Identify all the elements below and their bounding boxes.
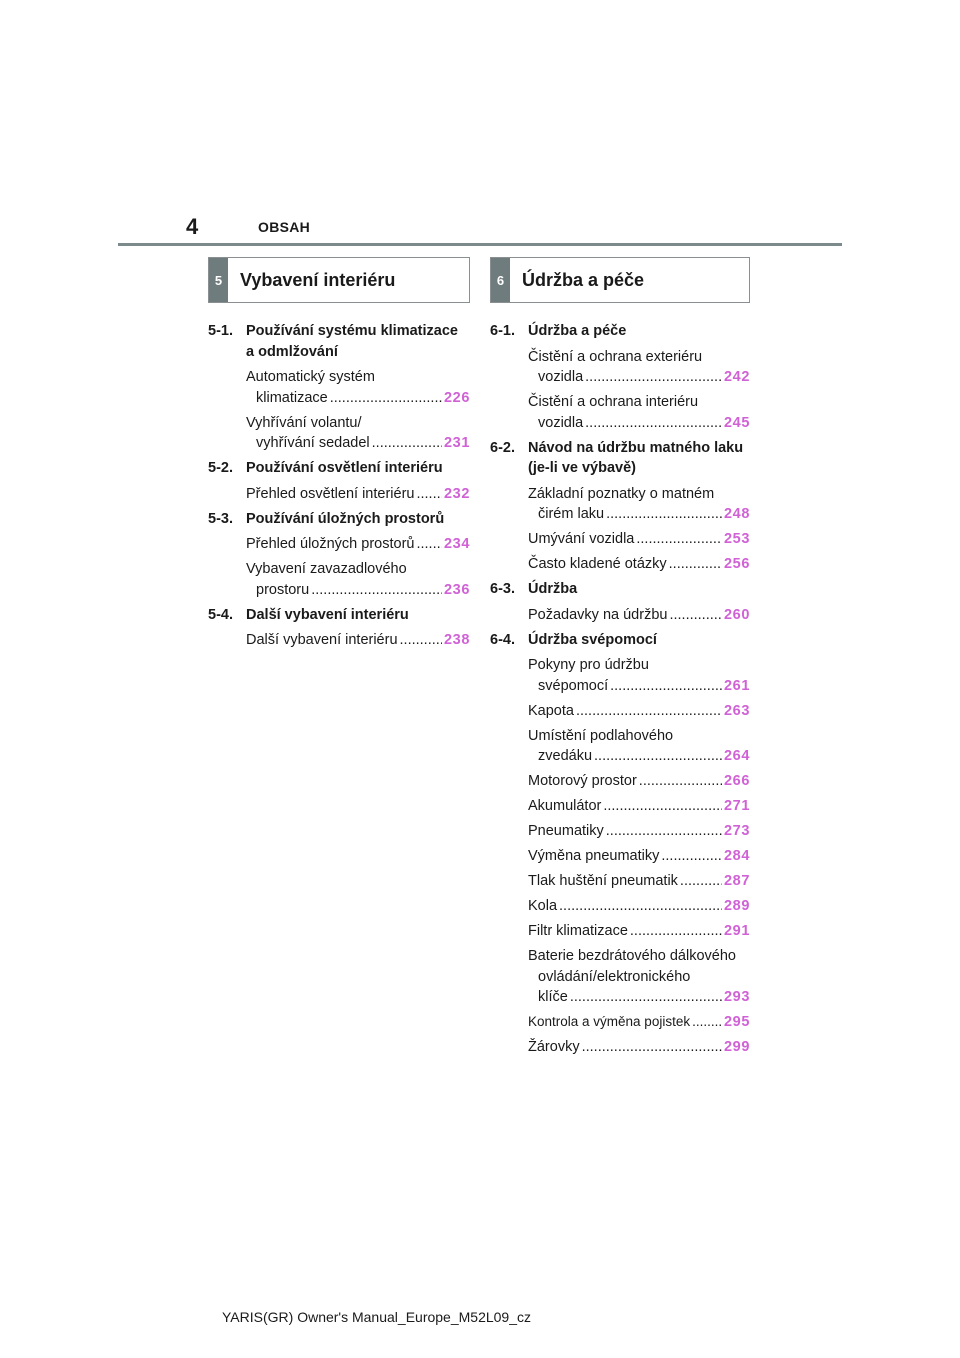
dot-leader bbox=[606, 821, 722, 842]
page-number-link[interactable]: 236 bbox=[444, 581, 470, 598]
entry-line-with-page bbox=[246, 630, 470, 651]
subsection-number: 5-2. bbox=[208, 460, 233, 476]
toc-entry[interactable] bbox=[528, 726, 750, 767]
entry-text-line: vyhřívání sedadel bbox=[256, 435, 370, 451]
dot-leader bbox=[311, 580, 442, 601]
dot-leader bbox=[330, 388, 442, 409]
subsection-heading[interactable] bbox=[490, 630, 750, 651]
entry-text-line: vozidla bbox=[538, 369, 584, 385]
dot-leader bbox=[585, 367, 722, 388]
dot-leader bbox=[576, 701, 722, 722]
entry-line-with-page bbox=[528, 921, 750, 942]
page-number-link[interactable]: 232 bbox=[444, 485, 470, 502]
toc-entry[interactable] bbox=[246, 534, 470, 555]
entry-text-line: Umývání vozidla bbox=[528, 531, 635, 547]
entry-text-line: zvedáku bbox=[538, 748, 593, 764]
subsection-heading[interactable] bbox=[490, 579, 750, 600]
subsection-number: 5-1. bbox=[208, 323, 233, 339]
entry-text-line: klimatizace bbox=[256, 389, 328, 406]
entry-text-line: Další vybavení interiéru bbox=[246, 632, 398, 648]
subsection-heading[interactable] bbox=[208, 458, 470, 479]
page-number-link[interactable]: 287 bbox=[724, 873, 750, 889]
toc-entry[interactable] bbox=[528, 605, 750, 626]
entry-line-with-page bbox=[246, 580, 470, 601]
entry-line-with-page bbox=[528, 701, 750, 722]
toc-entry[interactable] bbox=[528, 846, 750, 867]
chapter-title: Vybavení interiéru bbox=[240, 269, 396, 290]
toc-entry[interactable] bbox=[528, 946, 750, 1008]
entry-line-with-page bbox=[528, 413, 750, 434]
dot-leader bbox=[416, 534, 442, 555]
subsection-number: 5-4. bbox=[208, 606, 233, 623]
subsection-title: Používání úložných prostorů bbox=[246, 510, 445, 527]
toc-entry[interactable] bbox=[528, 529, 750, 550]
entry-text-line: Kontrola a výměna pojistek bbox=[528, 1014, 691, 1029]
entry-line-with-page bbox=[528, 771, 750, 792]
entry-text-line: Požadavky na údržbu bbox=[528, 606, 668, 623]
page-number-link[interactable]: 231 bbox=[444, 435, 470, 451]
toc-entry[interactable] bbox=[528, 771, 750, 792]
entry-line-with-page bbox=[528, 367, 750, 388]
dot-leader bbox=[570, 987, 722, 1008]
page-number-link[interactable]: 273 bbox=[724, 823, 750, 839]
chapter-6-header[interactable] bbox=[490, 257, 750, 303]
toc-entry[interactable] bbox=[246, 559, 470, 600]
entry-line-with-page bbox=[246, 534, 470, 555]
entry-text-line: Vybavení zavazadlového bbox=[246, 561, 407, 577]
entry-text-line: Základní poznatky o matném bbox=[528, 485, 715, 502]
chapter-5-column bbox=[208, 257, 470, 655]
entry-line-with-page bbox=[528, 676, 750, 697]
entry-text-line: Baterie bezdrátového dálkového bbox=[528, 948, 736, 964]
entry-text-line: Motorový prostor bbox=[528, 773, 637, 789]
page-number-link[interactable]: 242 bbox=[724, 369, 750, 385]
entry-line-with-page bbox=[528, 896, 750, 917]
dot-leader bbox=[669, 605, 722, 626]
toc-entry[interactable] bbox=[528, 896, 750, 917]
entry-line-with-page bbox=[528, 504, 750, 525]
entry-line-with-page bbox=[528, 821, 750, 842]
dot-leader bbox=[692, 1012, 722, 1033]
entry-line-with-page bbox=[528, 796, 750, 817]
subsection-number: 6-1. bbox=[490, 323, 515, 339]
entry-line-with-page bbox=[528, 554, 750, 575]
toc-entry[interactable] bbox=[528, 392, 750, 433]
toc-entry[interactable] bbox=[528, 821, 750, 842]
dot-leader bbox=[585, 413, 722, 434]
entry-text-line: Pokyny pro údržbu bbox=[528, 657, 649, 673]
subsection-title: Údržba svépomocí bbox=[528, 631, 657, 648]
subsection-number: 6-4. bbox=[490, 631, 515, 648]
toc-entry[interactable] bbox=[528, 921, 750, 942]
entry-text-line: Výměna pneumatiky bbox=[528, 848, 660, 864]
entry-text-line: Automatický systém bbox=[246, 369, 375, 385]
entry-text-line: Pneumatiky bbox=[528, 823, 604, 839]
section-title: OBSAH bbox=[258, 219, 311, 235]
subsection-heading[interactable] bbox=[490, 321, 750, 342]
dot-leader bbox=[559, 896, 722, 917]
entry-text-line: Přehled úložných prostorů bbox=[246, 536, 415, 552]
toc-entry[interactable] bbox=[246, 413, 470, 454]
page-number-link[interactable]: 299 bbox=[724, 1039, 750, 1055]
entry-line-with-page bbox=[528, 987, 750, 1008]
dot-leader bbox=[680, 871, 722, 892]
page-number-link[interactable]: 245 bbox=[724, 414, 750, 431]
page-number-link[interactable]: 253 bbox=[724, 531, 750, 547]
entry-text-line: Vyhřívání volantu/ bbox=[246, 414, 362, 431]
page-number-link[interactable]: 261 bbox=[724, 677, 750, 694]
toc-entry[interactable] bbox=[246, 367, 470, 408]
entry-text-line: ovládání/elektronického bbox=[538, 968, 691, 985]
subsection-number: 5-3. bbox=[208, 510, 233, 527]
toc-entry[interactable] bbox=[528, 1037, 750, 1058]
dot-leader bbox=[606, 504, 722, 525]
entry-text-line: Tlak huštění pneumatik bbox=[528, 873, 678, 889]
dot-leader bbox=[610, 676, 722, 697]
toc-entry[interactable] bbox=[528, 796, 750, 817]
toc-entry[interactable] bbox=[528, 655, 750, 696]
page-number-link[interactable]: 271 bbox=[724, 798, 750, 814]
toc-entry[interactable] bbox=[246, 484, 470, 505]
entry-text-line: klíče bbox=[538, 989, 568, 1005]
dot-leader bbox=[669, 554, 722, 575]
page-number-link[interactable]: 284 bbox=[724, 848, 750, 864]
subsection-heading[interactable] bbox=[208, 321, 470, 362]
entry-text-line: Kapota bbox=[528, 702, 574, 719]
entry-text-line: Žárovky bbox=[528, 1039, 580, 1055]
dot-leader bbox=[630, 921, 722, 942]
dot-leader bbox=[639, 771, 722, 792]
toc-entry[interactable] bbox=[528, 554, 750, 575]
dot-leader bbox=[661, 846, 722, 867]
subsection-title: Údržba bbox=[528, 581, 578, 597]
entry-text-line: Umístění podlahového bbox=[528, 727, 674, 744]
toc-list bbox=[490, 321, 750, 1058]
entry-line-with-page bbox=[246, 433, 470, 454]
entry-text-line: čirém laku bbox=[538, 506, 605, 522]
toc-entry[interactable] bbox=[528, 347, 750, 388]
page-number-link[interactable]: 248 bbox=[724, 506, 750, 522]
dot-leader bbox=[582, 1037, 722, 1058]
page-number-link[interactable]: 238 bbox=[444, 632, 470, 648]
entry-line-with-page bbox=[528, 1012, 750, 1033]
subsection-heading[interactable] bbox=[208, 605, 470, 626]
entry-text-line: Často kladené otázky bbox=[528, 556, 667, 572]
entry-text-line: Čistění a ochrana exteriéru bbox=[528, 348, 703, 365]
chapter-5-header[interactable] bbox=[208, 257, 470, 303]
dot-leader bbox=[416, 484, 442, 505]
entry-line-with-page bbox=[246, 484, 470, 505]
toc-entry[interactable] bbox=[528, 484, 750, 525]
page-number-link[interactable]: 266 bbox=[724, 773, 750, 789]
entry-text-line: Přehled osvětlení interiéru bbox=[246, 485, 415, 502]
chapter-title: Údržba a péče bbox=[522, 269, 645, 290]
subsection-title: Návod na údržbu matného laku (je-li ve výbavě) bbox=[528, 439, 744, 476]
page-number-link[interactable]: 264 bbox=[724, 748, 750, 764]
toc-list bbox=[208, 321, 470, 651]
dot-leader bbox=[400, 630, 442, 651]
dot-leader bbox=[594, 746, 722, 767]
page-number-link[interactable]: 295 bbox=[724, 1014, 750, 1030]
entry-line-with-page bbox=[528, 746, 750, 767]
subsection-heading[interactable] bbox=[490, 438, 750, 479]
entry-line-with-page bbox=[528, 846, 750, 867]
subsection-heading[interactable] bbox=[208, 509, 470, 530]
header-rule bbox=[118, 243, 842, 246]
toc-entry[interactable] bbox=[528, 1012, 750, 1033]
dot-leader bbox=[372, 433, 442, 454]
subsection-title: Údržba a péče bbox=[528, 323, 627, 339]
footer-manual-id: YARIS(GR) Owner's Manual_Europe_M52L09_cz bbox=[222, 1309, 531, 1325]
toc-entry[interactable] bbox=[528, 701, 750, 722]
subsection-title: Používání systému klimatizace a odmlžování bbox=[246, 323, 458, 360]
entry-text-line: Akumulátor bbox=[528, 798, 602, 814]
entry-text-line: prostoru bbox=[256, 581, 310, 598]
chapter-number-tab: 5 bbox=[209, 258, 228, 302]
page-number-link[interactable]: 226 bbox=[444, 389, 470, 406]
page-number: 4 bbox=[186, 214, 199, 239]
page-number-link[interactable]: 289 bbox=[724, 898, 750, 914]
entry-line-with-page bbox=[528, 529, 750, 550]
subsection-number: 6-3. bbox=[490, 581, 515, 597]
entry-text-line: vozidla bbox=[538, 414, 584, 431]
dot-leader bbox=[603, 796, 722, 817]
page-number-link[interactable]: 263 bbox=[724, 702, 750, 719]
subsection-number: 6-2. bbox=[490, 439, 515, 456]
entry-line-with-page bbox=[528, 605, 750, 626]
toc-entry[interactable] bbox=[246, 630, 470, 651]
chapter-number-tab: 6 bbox=[491, 258, 510, 302]
entry-text-line: Kola bbox=[528, 898, 558, 914]
entry-line-with-page bbox=[528, 871, 750, 892]
entry-text-line: Čistění a ochrana interiéru bbox=[528, 394, 699, 410]
entry-text-line: svépomocí bbox=[538, 677, 609, 694]
page-number-link[interactable]: 293 bbox=[724, 989, 750, 1005]
toc-entry[interactable] bbox=[528, 871, 750, 892]
entry-text-line: Filtr klimatizace bbox=[528, 923, 628, 939]
entry-line-with-page bbox=[246, 388, 470, 409]
subsection-title: Další vybavení interiéru bbox=[246, 606, 409, 623]
page-number-link[interactable]: 256 bbox=[724, 556, 750, 572]
page-number-link[interactable]: 234 bbox=[444, 536, 470, 552]
chapter-6-column bbox=[490, 257, 750, 1062]
page-number-link[interactable]: 291 bbox=[724, 923, 750, 939]
entry-line-with-page bbox=[528, 1037, 750, 1058]
page-number-link[interactable]: 260 bbox=[724, 606, 750, 623]
subsection-title: Používání osvětlení interiéru bbox=[246, 460, 443, 476]
dot-leader bbox=[636, 529, 722, 550]
